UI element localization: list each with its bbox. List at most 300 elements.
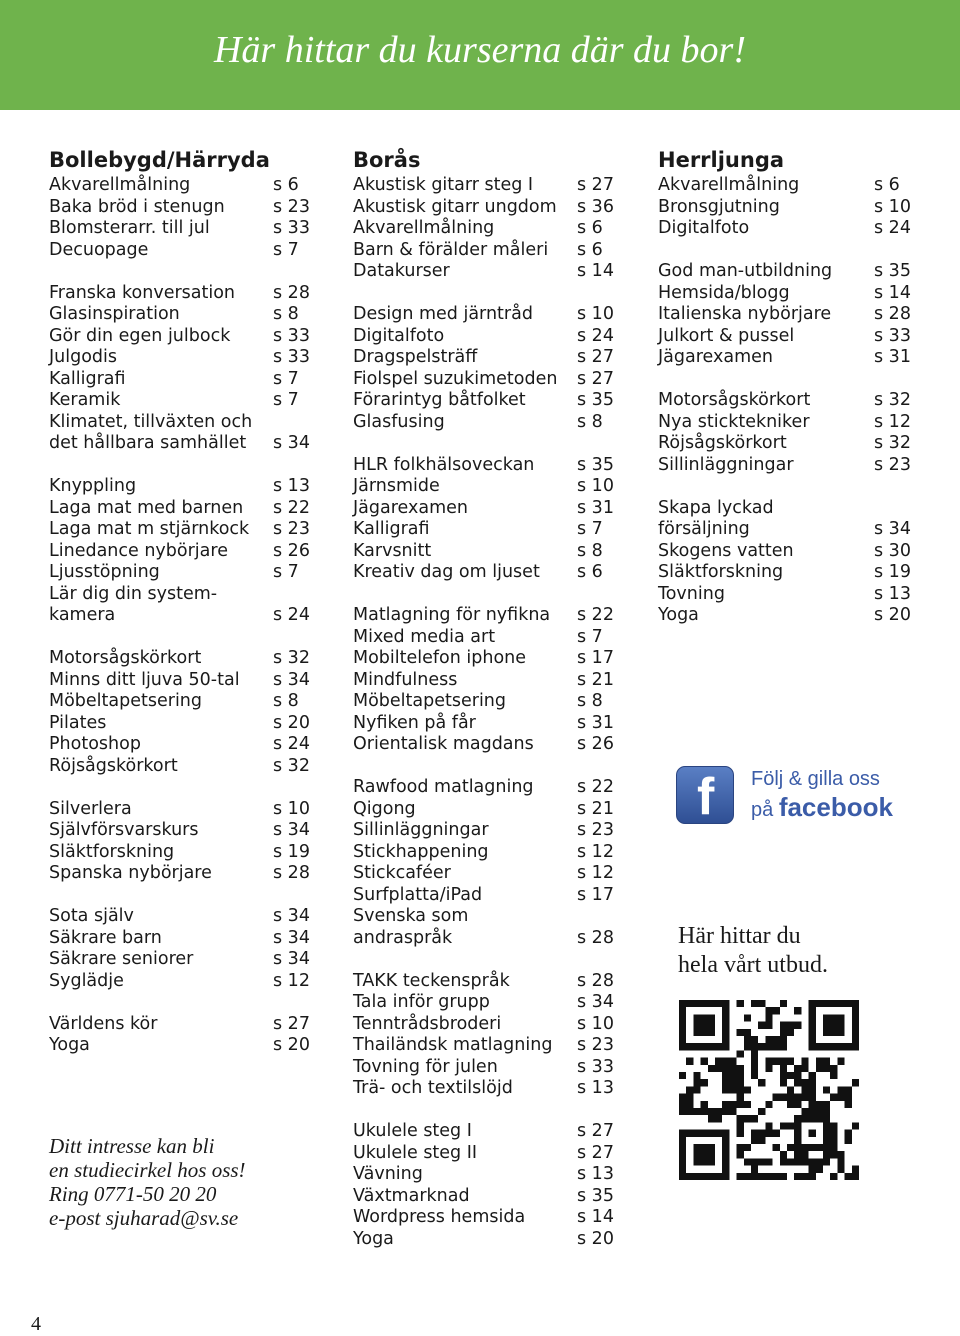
- course-name: Akustisk gitarr ungdom: [353, 196, 557, 217]
- facebook-prefix: på: [751, 799, 774, 821]
- course-name: TAKK teckenspråk: [353, 970, 510, 991]
- group-spacer: [353, 584, 623, 606]
- course-name: Laga mat med barnen: [49, 497, 244, 518]
- course-name: Italienska nybörjare: [658, 304, 832, 324]
- course-row: [658, 347, 928, 369]
- course-page-ref: s 32: [874, 433, 911, 453]
- course-page-ref: s 35: [577, 454, 614, 475]
- course-row: [658, 175, 928, 197]
- facebook-line2: [751, 792, 893, 825]
- course-page-ref: s 12: [874, 411, 911, 432]
- course-row: [353, 777, 623, 799]
- course-page-ref: s 13: [874, 583, 911, 604]
- course-name: Fiolspel suzukimetoden: [353, 368, 558, 389]
- course-page-ref: s 12: [577, 863, 614, 883]
- course-row: [658, 326, 928, 348]
- course-row: [353, 541, 623, 563]
- course-row: [49, 562, 319, 584]
- course-row: [658, 390, 928, 412]
- course-row: [353, 197, 623, 219]
- course-page-ref: s 13: [577, 1078, 614, 1098]
- course-row: [353, 369, 623, 391]
- course-page-ref: s 19: [874, 562, 911, 582]
- course-row: [658, 261, 928, 283]
- course-row: [353, 240, 623, 262]
- course-name: Baka bröd i stenugn: [49, 196, 225, 217]
- course-page-ref: s 28: [273, 282, 310, 303]
- course-page-ref: s 8: [273, 304, 299, 324]
- course-row: [49, 240, 319, 262]
- course-page-ref: s 28: [577, 927, 614, 948]
- course-row: [49, 369, 319, 391]
- course-page-ref: s 33: [273, 325, 310, 346]
- course-page-ref: s 34: [273, 820, 310, 840]
- course-page-ref: s 10: [577, 476, 614, 496]
- course-row: [49, 584, 319, 627]
- course-name: Syglädje: [49, 970, 124, 991]
- course-page-ref: s 22: [577, 605, 614, 625]
- course-row: [353, 326, 623, 348]
- course-page-ref: s 12: [577, 841, 614, 862]
- course-row: [353, 1014, 623, 1036]
- course-page-ref: s 8: [577, 411, 603, 432]
- course-row: [658, 584, 928, 606]
- course-row: [353, 1121, 623, 1143]
- course-name: Silverlera: [49, 798, 132, 819]
- course-row: [353, 1057, 623, 1079]
- course-row: [353, 885, 623, 907]
- course-name: Akvarellmålning: [49, 175, 191, 195]
- course-name: HLR folkhälsoveckan: [353, 454, 535, 475]
- course-row: [49, 691, 319, 713]
- course-row: [353, 1143, 623, 1165]
- group-spacer: [353, 1100, 623, 1122]
- course-page-ref: s 7: [577, 519, 603, 539]
- course-name: Dragspelsträff: [353, 347, 478, 367]
- course-page-ref: s 31: [577, 712, 614, 733]
- course-row: [353, 863, 623, 885]
- course-page-ref: s 31: [577, 497, 614, 518]
- course-row: [353, 820, 623, 842]
- course-page-ref: s 32: [273, 755, 310, 776]
- course-name: Motorsågskörkort: [49, 648, 202, 668]
- course-row: [353, 390, 623, 412]
- course-page-ref: s 19: [273, 841, 310, 862]
- course-name: Möbeltapetsering: [49, 691, 203, 711]
- course-page-ref: s 34: [874, 519, 911, 539]
- course-name: Stickhappening: [353, 841, 489, 862]
- course-name: Yoga: [658, 605, 699, 625]
- course-row: [353, 648, 623, 670]
- course-name: Tala inför grupp: [353, 992, 490, 1012]
- contact-phone: Ring 0771-50 20 20: [49, 1182, 217, 1206]
- column-heading: Bollebygd/Härryda: [49, 148, 270, 172]
- course-name: Röjsågskörkort: [49, 755, 178, 776]
- course-page-ref: s 20: [273, 712, 310, 733]
- course-row: [49, 799, 319, 821]
- course-name: Hemsida/blogg: [658, 282, 790, 303]
- course-name: Franska konversation: [49, 282, 236, 303]
- course-row: [49, 218, 319, 240]
- course-page-ref: s 22: [273, 497, 310, 518]
- course-row: [658, 455, 928, 477]
- course-name: Yoga: [49, 1035, 90, 1055]
- course-name: Säkrare barn: [49, 927, 162, 948]
- course-page-ref: s 8: [577, 691, 603, 711]
- course-row: [353, 734, 623, 756]
- course-page-ref: s 34: [577, 992, 614, 1012]
- column-herrljunga: [658, 147, 928, 627]
- course-page-ref: s 20: [874, 605, 911, 625]
- course-row: [49, 928, 319, 950]
- course-row: [353, 304, 623, 326]
- facebook-line1: Följ & gilla oss: [751, 768, 880, 790]
- course-name: God man-utbildning: [658, 261, 833, 281]
- group-spacer: [353, 949, 623, 971]
- course-page-ref: s 14: [874, 282, 911, 303]
- course-name: Motorsågskörkort: [658, 390, 811, 410]
- course-name: Skogens vatten: [658, 540, 794, 561]
- course-name: Nyfiken på får: [353, 712, 476, 733]
- qr-caption-line: Här hittar du: [678, 923, 801, 949]
- course-page-ref: s 21: [577, 669, 614, 690]
- course-row: [353, 605, 623, 627]
- course-page-ref: s 27: [577, 175, 614, 195]
- course-row: [658, 605, 928, 627]
- course-page-ref: s 24: [577, 325, 614, 346]
- course-row: [49, 820, 319, 842]
- course-name: Kalligrafi: [49, 368, 126, 389]
- course-name: Världens kör: [49, 1013, 158, 1034]
- course-row: [353, 1186, 623, 1208]
- course-page-ref: s 23: [577, 820, 614, 840]
- contact-email[interactable]: e-post sjuharad@sv.se: [49, 1206, 239, 1230]
- course-name: Kalligrafi: [353, 519, 430, 539]
- course-page-ref: s 24: [874, 218, 911, 238]
- course-row: [49, 949, 319, 971]
- course-name: Vävning: [353, 1164, 423, 1184]
- course-name: Akvarellmålning: [353, 218, 495, 238]
- course-page-ref: s 20: [577, 1228, 614, 1249]
- course-row: [353, 1207, 623, 1229]
- course-page-ref: s 35: [577, 1185, 614, 1206]
- contact-info: [49, 1134, 246, 1230]
- course-row: [49, 842, 319, 864]
- course-name: Skapa lyckad försäljning: [658, 497, 774, 539]
- group-spacer: [49, 992, 319, 1014]
- course-name: Rawfood matlagning: [353, 777, 534, 797]
- course-page-ref: s 36: [577, 196, 614, 217]
- course-row: [49, 412, 319, 455]
- course-row: [49, 670, 319, 692]
- course-row: [49, 906, 319, 928]
- course-name: Julkort & pussel: [658, 325, 795, 346]
- course-row: [49, 390, 319, 412]
- course-page-ref: s 27: [577, 1121, 614, 1141]
- course-name: Mixed media art: [353, 626, 496, 647]
- course-row: [49, 1014, 319, 1036]
- course-name: Knyppling: [49, 476, 137, 496]
- group-spacer: [353, 756, 623, 778]
- course-page-ref: s 12: [273, 970, 310, 991]
- course-name: Tovning: [658, 583, 725, 604]
- course-name: Photoshop: [49, 734, 141, 754]
- course-row: [353, 691, 623, 713]
- course-page-ref: s 27: [577, 1142, 614, 1163]
- page-number: 4: [31, 1313, 41, 1335]
- course-name: Linedance nybörjare: [49, 540, 228, 561]
- course-list: [658, 175, 928, 627]
- course-page-ref: s 10: [874, 196, 911, 217]
- course-row: [49, 756, 319, 778]
- course-row: [49, 498, 319, 520]
- group-spacer: [49, 777, 319, 799]
- course-page-ref: s 7: [577, 626, 603, 647]
- group-spacer: [49, 455, 319, 477]
- course-name: Tenntrådsbroderi: [353, 1013, 502, 1034]
- column-heading: Borås: [353, 148, 421, 172]
- course-row: [353, 1229, 623, 1251]
- course-row: [353, 906, 623, 949]
- facebook-promo[interactable]: [676, 766, 936, 826]
- course-name: Tovning för julen: [353, 1056, 498, 1077]
- course-row: [49, 197, 319, 219]
- course-page-ref: s 21: [577, 798, 614, 819]
- course-name: Mobiltelefon iphone: [353, 648, 527, 668]
- course-page-ref: s 10: [273, 798, 310, 819]
- qr-caption: [678, 922, 828, 980]
- course-row: [49, 541, 319, 563]
- course-name: Mindfulness: [353, 669, 458, 690]
- course-page-ref: s 26: [577, 734, 614, 754]
- course-page-ref: s 27: [577, 347, 614, 367]
- course-page-ref: s 30: [874, 540, 911, 561]
- course-page-ref: s 33: [273, 347, 310, 367]
- course-row: [353, 992, 623, 1014]
- course-name: Släktforskning: [49, 841, 175, 862]
- course-row: [49, 283, 319, 305]
- course-row: [353, 261, 623, 283]
- course-name: Wordpress hemsida: [353, 1207, 526, 1227]
- course-row: [353, 476, 623, 498]
- course-row: [49, 476, 319, 498]
- course-name: Laga mat m stjärnkock: [49, 519, 250, 539]
- column-bollebygd-harryda: [49, 147, 319, 1057]
- course-name: Julgodis: [49, 347, 118, 367]
- course-name: Gör din egen julbock: [49, 325, 231, 346]
- course-page-ref: s 17: [577, 648, 614, 668]
- course-page-ref: s 24: [273, 605, 310, 625]
- course-name: Förarintyg båtfolket: [353, 390, 526, 410]
- course-name: Akustisk gitarr steg I: [353, 175, 534, 195]
- header-banner: [0, 0, 960, 110]
- course-name: Järnsmide: [353, 476, 440, 496]
- course-row: [658, 283, 928, 305]
- course-name: Minns ditt ljuva 50-tal: [49, 669, 240, 690]
- course-page-ref: s 17: [577, 884, 614, 905]
- course-name: Svenska som andraspråk: [353, 906, 469, 948]
- course-list: [49, 175, 319, 1057]
- course-name: Barn & förälder måleri: [353, 239, 549, 260]
- course-page-ref: s 35: [577, 390, 614, 410]
- course-name: Glasfusing: [353, 411, 445, 432]
- course-page-ref: s 20: [273, 1035, 310, 1055]
- course-row: [353, 218, 623, 240]
- course-page-ref: s 14: [577, 1207, 614, 1227]
- qr-caption-line: hela vårt utbud.: [678, 952, 828, 978]
- course-page-ref: s 33: [874, 325, 911, 346]
- course-page-ref: s 6: [273, 175, 299, 195]
- course-row: [353, 455, 623, 477]
- course-page-ref: s 23: [273, 196, 310, 217]
- course-row: [49, 1035, 319, 1057]
- course-name: Design med järntråd: [353, 304, 533, 324]
- group-spacer: [658, 476, 928, 498]
- course-page-ref: s 28: [273, 863, 310, 883]
- course-row: [49, 326, 319, 348]
- contact-line: Ditt intresse kan bli: [49, 1134, 215, 1158]
- course-row: [353, 1078, 623, 1100]
- course-page-ref: s 33: [273, 218, 310, 238]
- course-page-ref: s 34: [273, 927, 310, 948]
- course-row: [658, 562, 928, 584]
- contact-line: en studiecirkel hos oss!: [49, 1158, 246, 1182]
- course-name: Röjsågskörkort: [658, 433, 787, 453]
- course-name: Blomsterarr. till jul: [49, 218, 210, 238]
- course-page-ref: s 7: [273, 239, 299, 260]
- course-page-ref: s 13: [577, 1164, 614, 1184]
- course-name: Släktforskning: [658, 562, 784, 582]
- course-page-ref: s 27: [273, 1013, 310, 1034]
- course-name: Kreativ dag om ljuset: [353, 562, 540, 582]
- course-row: [353, 971, 623, 993]
- course-name: Surfplatta/iPad: [353, 884, 483, 905]
- course-page-ref: s 34: [273, 433, 310, 453]
- course-page-ref: s 24: [273, 734, 310, 754]
- group-spacer: [49, 885, 319, 907]
- course-row: [49, 175, 319, 197]
- course-row: [49, 347, 319, 369]
- course-page-ref: s 7: [273, 562, 299, 582]
- course-row: [658, 433, 928, 455]
- course-row: [353, 498, 623, 520]
- course-page-ref: s 13: [273, 476, 310, 496]
- course-name: Keramik: [49, 390, 121, 410]
- course-page-ref: s 23: [577, 1035, 614, 1055]
- course-name: Växtmarknad: [353, 1185, 470, 1206]
- course-page-ref: s 26: [273, 540, 310, 561]
- course-page-ref: s 34: [273, 906, 310, 926]
- course-row: [353, 627, 623, 649]
- course-name: Sillinläggningar: [658, 454, 794, 475]
- course-page-ref: s 22: [577, 777, 614, 797]
- course-row: [49, 713, 319, 735]
- course-row: [353, 562, 623, 584]
- course-name: Decuopage: [49, 239, 149, 260]
- course-page-ref: s 33: [577, 1056, 614, 1077]
- course-name: Trä- och textilslöjd: [353, 1078, 513, 1098]
- group-spacer: [658, 369, 928, 391]
- course-row: [353, 670, 623, 692]
- course-page-ref: s 34: [273, 949, 310, 969]
- page-title: Här hittar du kurserna där du bor!: [213, 29, 747, 71]
- course-row: [49, 971, 319, 993]
- course-row: [49, 519, 319, 541]
- course-name: Säkrare seniorer: [49, 949, 194, 969]
- course-row: [658, 197, 928, 219]
- course-name: Nya sticktekniker: [658, 411, 810, 432]
- course-row: [658, 541, 928, 563]
- course-row: [353, 519, 623, 541]
- group-spacer: [49, 261, 319, 283]
- course-row: [353, 842, 623, 864]
- course-page-ref: s 6: [577, 239, 603, 260]
- course-page-ref: s 8: [577, 540, 603, 561]
- course-page-ref: s 7: [273, 368, 299, 389]
- course-name: Digitalfoto: [658, 218, 750, 238]
- column-boras: [353, 147, 623, 1250]
- course-page-ref: s 35: [874, 261, 911, 281]
- course-page-ref: s 8: [273, 691, 299, 711]
- course-name: Akvarellmålning: [658, 175, 800, 195]
- course-name: Klimatet, tillväxten och det hållbara samhället: [49, 411, 253, 453]
- course-name: Självförsvarskurs: [49, 820, 199, 840]
- course-name: Sillinläggningar: [353, 820, 489, 840]
- course-page-ref: s 27: [577, 368, 614, 389]
- course-name: Ukulele steg II: [353, 1142, 478, 1163]
- course-name: Yoga: [353, 1228, 394, 1249]
- course-page-ref: s 10: [577, 304, 614, 324]
- course-row: [658, 412, 928, 434]
- course-row: [49, 304, 319, 326]
- course-page-ref: s 34: [273, 669, 310, 690]
- course-row: [353, 1164, 623, 1186]
- course-row: [353, 347, 623, 369]
- course-page-ref: s 7: [273, 390, 299, 410]
- course-name: Jägarexamen: [353, 497, 468, 518]
- course-name: Lär dig din system- kamera: [49, 583, 218, 625]
- course-row: [49, 863, 319, 885]
- course-row: [353, 799, 623, 821]
- course-name: Orientalisk magdans: [353, 734, 534, 754]
- course-page-ref: s 10: [577, 1013, 614, 1034]
- course-page-ref: s 28: [577, 970, 614, 991]
- group-spacer: [658, 240, 928, 262]
- facebook-text: [751, 766, 893, 825]
- course-page-ref: s 6: [874, 175, 900, 195]
- course-name: Glasinspiration: [49, 304, 180, 324]
- course-page-ref: s 31: [874, 347, 911, 367]
- course-row: [658, 304, 928, 326]
- course-row: [353, 175, 623, 197]
- course-page-ref: s 23: [273, 519, 310, 539]
- course-row: [353, 1035, 623, 1057]
- course-page-ref: s 14: [577, 261, 614, 281]
- group-spacer: [353, 433, 623, 455]
- course-name: Ljusstöpning: [49, 562, 160, 582]
- qr-code-icon[interactable]: [679, 1000, 859, 1180]
- course-name: Sota själv: [49, 906, 134, 926]
- course-row: [49, 734, 319, 756]
- facebook-icon[interactable]: f: [676, 766, 734, 824]
- course-name: Qigong: [353, 798, 416, 819]
- group-spacer: [49, 627, 319, 649]
- course-page-ref: s 28: [874, 304, 911, 324]
- course-name: Bronsgjutning: [658, 196, 780, 217]
- facebook-brand: facebook: [778, 792, 893, 822]
- course-name: Matlagning för nyfikna: [353, 605, 551, 625]
- course-page-ref: s 6: [577, 218, 603, 238]
